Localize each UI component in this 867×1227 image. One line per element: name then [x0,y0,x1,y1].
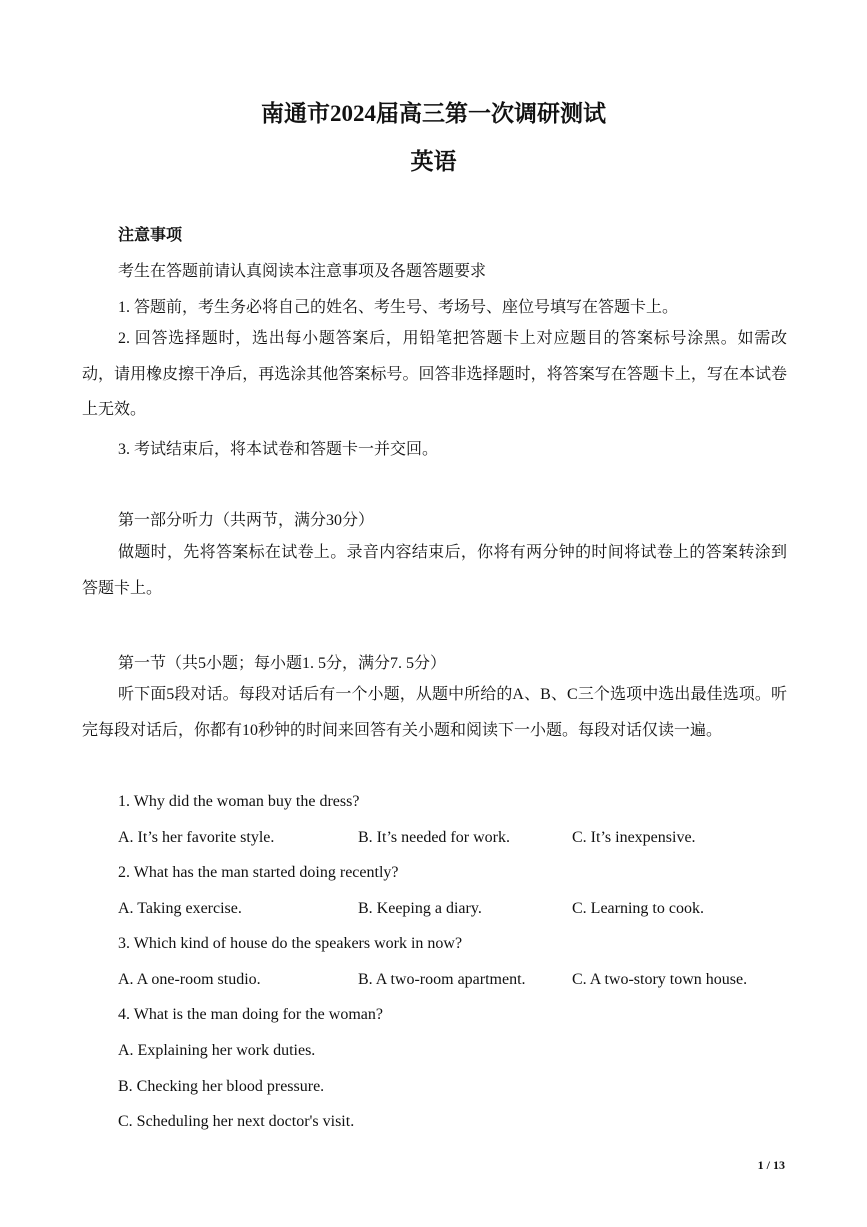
question-2-option-a: A. Taking exercise. [118,900,242,917]
exam-title: 南通市2024届高三第一次调研测试 [261,101,606,126]
section1-heading: 第一节（共5小题；每小题1. 5分，满分7. 5分） [118,655,447,672]
question-4-option-c: C. Scheduling her next doctor's visit. [118,1113,355,1130]
question-2-option-b: B. Keeping a diary. [358,900,482,917]
question-2: 2. What has the man started doing recently? [118,864,399,881]
question-4-option-a: A. Explaining her work duties. [118,1042,316,1059]
notice-heading: 注意事项 [118,227,183,244]
question-3-option-a: A. A one-room studio. [118,971,261,988]
question-4: 4. What is the man doing for the woman? [118,1006,383,1023]
notice-item-1: 1. 答题前，考生务必将自己的姓名、考生号、考场号、座位号填写在答题卡上。 [118,299,679,316]
question-3-option-b: B. A two-room apartment. [358,971,526,988]
question-1: 1. Why did the woman buy the dress? [118,793,360,810]
subject-title: 英语 [410,149,457,174]
question-1-option-c: C. It’s inexpensive. [572,829,696,846]
section1-instruction: 听下面5段对话。每段对话后有一个小题，从题中所给的A、B、C三个选项中选出最佳选项。听完每段对话后，你都有10秒钟的时间来回答有关小题和阅读下一小题。每段对话仅读一遍。 [82,686,787,739]
question-1-option-a: A. It’s her favorite style. [118,829,275,846]
question-4-option-b: B. Checking her blood pressure. [118,1078,325,1095]
notice-item-2: 2. 回答选择题时，选出每小题答案后，用铅笔把答题卡上对应题目的答案标号涂黑。如需改动，请用橡皮擦干净后，再选涂其他答案标号。回答非选择题时，将答案写在答题卡上，写在本试卷上无效。 [82,330,787,418]
page-number: 1 / 13 [757,1158,785,1172]
question-3-option-c: C. A two-story town house. [572,971,748,988]
question-3: 3. Which kind of house do the speakers work in now? [118,935,463,952]
question-2-option-c: C. Learning to cook. [572,900,704,917]
notice-item-3: 3. 考试结束后，将本试卷和答题卡一并交回。 [118,441,439,458]
question-1-option-b: B. It’s needed for work. [358,829,510,846]
part1-instruction: 做题时，先将答案标在试卷上。录音内容结束后，你将有两分钟的时间将试卷上的答案转涂到答题卡上。 [82,544,787,597]
part1-heading: 第一部分听力（共两节，满分30分） [118,512,375,529]
notice-intro: 考生在答题前请认真阅读本注意事项及各题答题要求 [118,263,487,280]
